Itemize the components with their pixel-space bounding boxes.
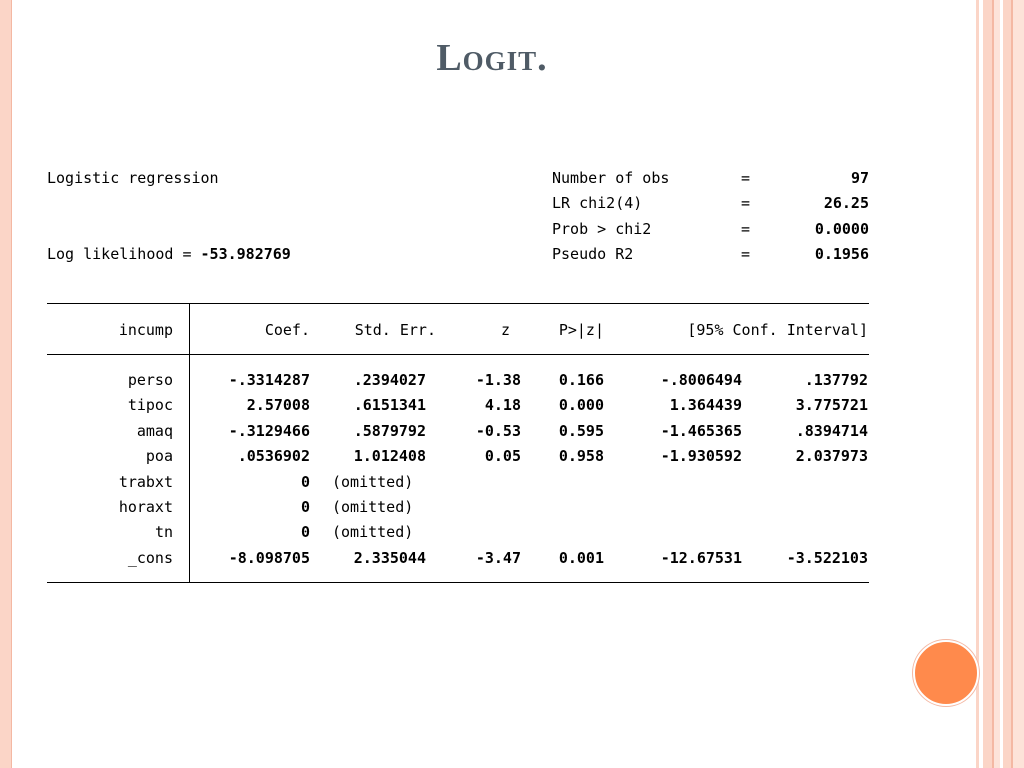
stat-equals: = bbox=[741, 220, 751, 238]
cell-z: -1.38 bbox=[475, 371, 521, 389]
cell-coef: -.3129466 bbox=[228, 421, 310, 440]
cell-coef: 0 bbox=[300, 472, 310, 491]
cell-se: (omitted) bbox=[332, 523, 414, 542]
cell-hi: 2.037973 bbox=[795, 447, 868, 466]
cell-var: horaxt bbox=[118, 498, 173, 516]
cell-p: 0.000 bbox=[558, 396, 604, 415]
cell-coef: .0536902 bbox=[237, 447, 310, 466]
model-label: Logistic regression bbox=[47, 169, 219, 187]
table-top-rule bbox=[47, 303, 869, 304]
cell-lo: -1.930592 bbox=[660, 447, 742, 466]
cell-var: trabxt bbox=[118, 472, 173, 491]
table-bottom-rule bbox=[47, 582, 869, 583]
cell-lo: -.8006494 bbox=[660, 371, 742, 389]
cell-se: .5879792 bbox=[353, 421, 426, 440]
stat-value: 26.25 bbox=[823, 194, 869, 212]
log-likelihood-label: Log likelihood = bbox=[47, 245, 201, 263]
right-stripes-decoration bbox=[976, 0, 1024, 768]
cell-coef: 2.57008 bbox=[246, 396, 310, 415]
cell-coef: -8.098705 bbox=[228, 548, 310, 567]
column-header: incump bbox=[118, 321, 173, 339]
orange-circle-decoration bbox=[913, 640, 979, 706]
stat-value: 0.0000 bbox=[814, 220, 869, 238]
cell-se: 1.012408 bbox=[353, 447, 426, 466]
stat-label: Prob > chi2 bbox=[552, 220, 652, 238]
cell-se: (omitted) bbox=[332, 472, 414, 491]
column-header: z bbox=[500, 321, 510, 339]
cell-z: 4.18 bbox=[484, 396, 521, 415]
cell-p: 0.001 bbox=[558, 548, 604, 567]
cell-var: _cons bbox=[127, 548, 173, 567]
cell-se: .6151341 bbox=[353, 396, 426, 415]
cell-se: .2394027 bbox=[353, 371, 426, 389]
cell-p: 0.166 bbox=[558, 371, 604, 389]
cell-se: (omitted) bbox=[332, 498, 414, 516]
stat-value: 97 bbox=[850, 169, 869, 187]
column-header: Std. Err. bbox=[354, 321, 436, 339]
cell-coef: 0 bbox=[300, 523, 310, 542]
log-likelihood-value: -53.982769 bbox=[200, 245, 291, 263]
cell-coef: 0 bbox=[300, 498, 310, 516]
stat-label: Pseudo R2 bbox=[552, 245, 634, 263]
cell-se: 2.335044 bbox=[353, 548, 426, 567]
cell-var: perso bbox=[127, 371, 173, 389]
cell-z: -0.53 bbox=[475, 421, 521, 440]
column-header: P>|z| bbox=[558, 321, 604, 339]
table-header-rule bbox=[47, 354, 869, 355]
cell-hi: -3.522103 bbox=[786, 548, 868, 567]
cell-lo: -1.465365 bbox=[660, 421, 742, 440]
stat-equals: = bbox=[741, 245, 751, 263]
cell-coef: -.3314287 bbox=[228, 371, 310, 389]
cell-p: 0.958 bbox=[558, 447, 604, 466]
cell-var: tn bbox=[154, 523, 173, 542]
cell-p: 0.595 bbox=[558, 421, 604, 440]
column-header: [95% Conf. Interval] bbox=[687, 321, 868, 339]
stat-equals: = bbox=[741, 169, 751, 187]
cell-lo: -12.67531 bbox=[660, 548, 742, 567]
cell-var: amaq bbox=[136, 421, 173, 440]
stat-value: 0.1956 bbox=[814, 245, 869, 263]
cell-z: 0.05 bbox=[484, 447, 521, 466]
cell-hi: .137792 bbox=[804, 371, 868, 389]
cell-var: poa bbox=[145, 447, 173, 466]
cell-var: tipoc bbox=[127, 396, 173, 415]
stat-label: Number of obs bbox=[552, 169, 670, 187]
column-header: Coef. bbox=[264, 321, 310, 339]
cell-hi: 3.775721 bbox=[795, 396, 868, 415]
stat-equals: = bbox=[741, 194, 751, 212]
stat-label: LR chi2(4) bbox=[552, 194, 643, 212]
cell-lo: 1.364439 bbox=[669, 396, 742, 415]
slide-title: Logit. bbox=[436, 37, 548, 79]
log-likelihood bbox=[47, 245, 291, 263]
cell-hi: .8394714 bbox=[795, 421, 868, 440]
cell-z: -3.47 bbox=[475, 548, 521, 567]
